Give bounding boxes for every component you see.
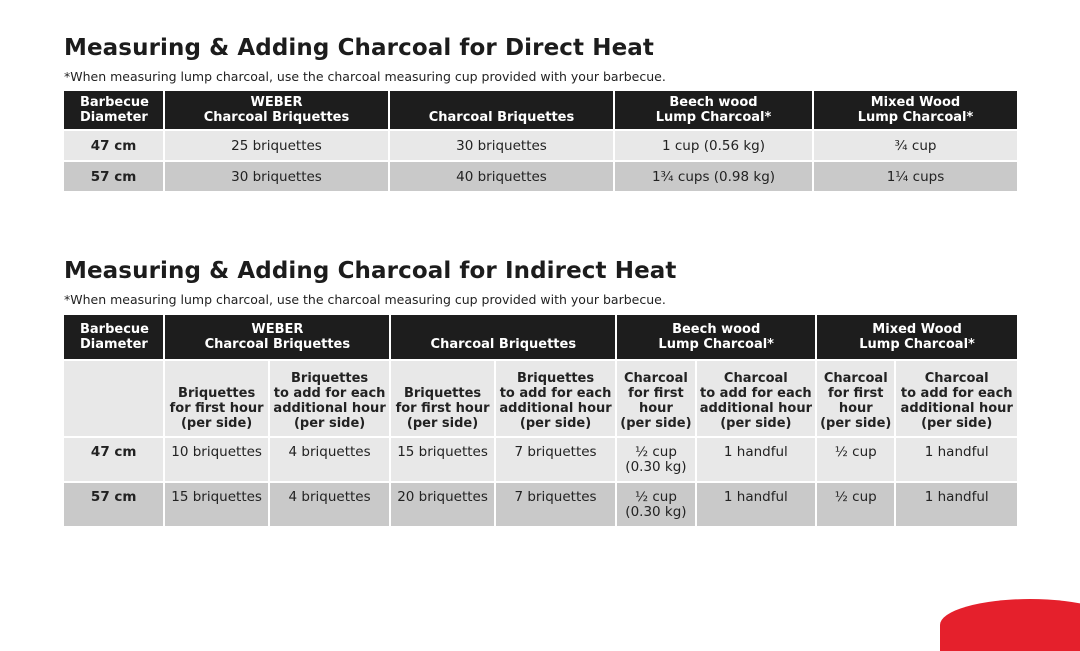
indirect-heat-title: Measuring & Adding Charcoal for Indirect Heat xyxy=(64,258,677,284)
cell-weber-first: 15 briquettes xyxy=(165,483,267,526)
header-weber-briquettes: WEBER Charcoal Briquettes xyxy=(165,91,388,129)
cell-diameter: 57 cm xyxy=(64,483,163,526)
subheader-empty xyxy=(64,361,163,436)
direct-heat-table xyxy=(62,89,1019,193)
red-corner-swoosh xyxy=(940,599,1080,651)
cell-briquettes: 30 briquettes xyxy=(390,131,613,160)
subheader-weber-first-hour: Briquettes for first hour (per side) xyxy=(165,361,267,436)
header-weber-briquettes: WEBER Charcoal Briquettes xyxy=(165,315,389,359)
direct-heat-section xyxy=(64,33,1017,193)
cell-briquettes-add: 7 briquettes xyxy=(496,438,616,481)
subheader-briquettes-first-hour: Briquettes for first hour (per side) xyxy=(391,361,493,436)
table-row xyxy=(64,131,1017,160)
cell-mixed-first: ½ cup xyxy=(817,483,894,526)
cell-briquettes-first: 20 briquettes xyxy=(391,483,493,526)
cell-briquettes-first: 15 briquettes xyxy=(391,438,493,481)
table-row xyxy=(64,162,1017,191)
subheader-beech-additional: Charcoal to add for each additional hour (per side) xyxy=(697,361,816,436)
cell-beech: 1 cup (0.56 kg) xyxy=(615,131,812,160)
cell-beech-first: ½ cup (0.30 kg) xyxy=(617,438,694,481)
cell-weber-add: 4 briquettes xyxy=(270,438,390,481)
indirect-heat-section xyxy=(64,256,1017,528)
subheader-mixed-additional: Charcoal to add for each additional hour (per side) xyxy=(896,361,1017,436)
indirect-heat-note: *When measuring lump charcoal, use the charcoal measuring cup provided with your barbecue. xyxy=(64,292,666,307)
header-mixed-wood: Mixed Wood Lump Charcoal* xyxy=(814,91,1017,129)
cell-mixed: ¾ cup xyxy=(814,131,1017,160)
header-diameter: Barbecue Diameter xyxy=(64,91,163,129)
table-subheader-row xyxy=(64,361,1017,436)
subheader-weber-additional: Briquettes to add for each additional hour (per side) xyxy=(270,361,390,436)
cell-beech-add: 1 handful xyxy=(697,483,816,526)
table-row xyxy=(64,483,1017,526)
cell-beech: 1¾ cups (0.98 kg) xyxy=(615,162,812,191)
indirect-heat-table xyxy=(62,313,1019,528)
cell-mixed-first: ½ cup xyxy=(817,438,894,481)
cell-mixed: 1¼ cups xyxy=(814,162,1017,191)
cell-mixed-add: 1 handful xyxy=(896,438,1017,481)
header-charcoal-briquettes: Charcoal Briquettes xyxy=(390,91,613,129)
cell-weber-first: 10 briquettes xyxy=(165,438,267,481)
direct-heat-note: *When measuring lump charcoal, use the charcoal measuring cup provided with your barbecue. xyxy=(64,69,666,84)
header-diameter: Barbecue Diameter xyxy=(64,315,163,359)
cell-weber: 30 briquettes xyxy=(165,162,388,191)
header-charcoal-briquettes: Charcoal Briquettes xyxy=(391,315,615,359)
table-header-row xyxy=(64,91,1017,129)
header-beech-wood: Beech wood Lump Charcoal* xyxy=(617,315,815,359)
subheader-mixed-first-hour: Charcoal for first hour (per side) xyxy=(817,361,894,436)
subheader-beech-first-hour: Charcoal for first hour (per side) xyxy=(617,361,694,436)
direct-heat-title: Measuring & Adding Charcoal for Direct Heat xyxy=(64,35,655,61)
cell-weber: 25 briquettes xyxy=(165,131,388,160)
table-row xyxy=(64,438,1017,481)
cell-mixed-add: 1 handful xyxy=(896,483,1017,526)
table-header-row xyxy=(64,315,1017,359)
header-beech-wood: Beech wood Lump Charcoal* xyxy=(615,91,812,129)
cell-beech-add: 1 handful xyxy=(697,438,816,481)
cell-briquettes: 40 briquettes xyxy=(390,162,613,191)
cell-diameter: 57 cm xyxy=(64,162,163,191)
cell-weber-add: 4 briquettes xyxy=(270,483,390,526)
subheader-briquettes-additional: Briquettes to add for each additional hour (per side) xyxy=(496,361,616,436)
cell-diameter: 47 cm xyxy=(64,438,163,481)
header-mixed-wood: Mixed Wood Lump Charcoal* xyxy=(817,315,1017,359)
cell-diameter: 47 cm xyxy=(64,131,163,160)
cell-beech-first: ½ cup (0.30 kg) xyxy=(617,483,694,526)
cell-briquettes-add: 7 briquettes xyxy=(496,483,616,526)
